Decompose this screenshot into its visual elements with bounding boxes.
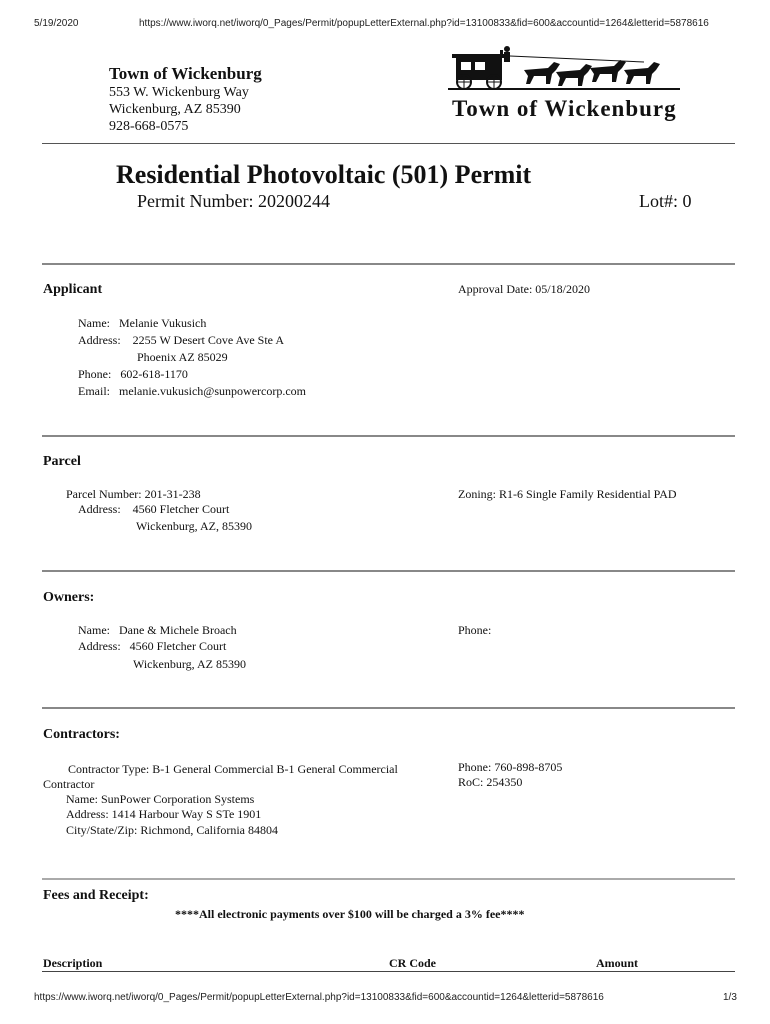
fees-col-description: Description — [43, 956, 103, 970]
owner-name: Name: Dane & Michele Broach — [78, 623, 237, 637]
section-divider — [42, 263, 735, 265]
parcel-address-2: Wickenburg, AZ, 85390 — [136, 519, 252, 533]
print-date: 5/19/2020 — [34, 18, 79, 29]
section-divider — [42, 570, 735, 572]
section-divider — [42, 878, 735, 880]
parcel-number: Parcel Number: 201-31-238 — [66, 487, 201, 501]
contractors-heading: Contractors: — [43, 727, 120, 742]
contractor-name: Name: SunPower Corporation Systems — [66, 792, 255, 806]
section-divider — [42, 707, 735, 709]
applicant-address: Address: 2255 W Desert Cove Ave Ste A — [78, 333, 284, 347]
owners-heading: Owners: — [43, 590, 95, 605]
footer-page-number: 1/3 — [723, 992, 737, 1003]
town-name: Town of Wickenburg — [109, 64, 262, 83]
contractor-city: City/State/Zip: Richmond, California 84804 — [66, 823, 278, 837]
applicant-address-2: Phoenix AZ 85029 — [137, 350, 228, 364]
applicant-email: Email: melanie.vukusich@sunpowercorp.com — [78, 384, 306, 398]
fees-notice: ****All electronic payments over $100 will be charged a 3% fee**** — [175, 907, 525, 921]
town-phone: 928-668-0575 — [109, 119, 189, 134]
owner-address: Address: 4560 Fletcher Court — [78, 639, 227, 653]
fees-heading: Fees and Receipt: — [43, 888, 149, 903]
fees-col-amount: Amount — [596, 956, 639, 970]
print-url: https://www.iworq.net/iworq/0_Pages/Permit/popupLetterExternal.php?id=13100833&fid=600&accountid=1264&letterid=5878616 — [139, 18, 709, 29]
applicant-phone: Phone: 602-618-1170 — [78, 367, 188, 381]
owner-address-2: Wickenburg, AZ 85390 — [133, 657, 246, 671]
town-logo — [444, 44, 684, 128]
contractor-roc: RoC: 254350 — [458, 775, 523, 789]
contractor-type-cont: Contractor — [43, 777, 95, 791]
fees-table-divider — [42, 971, 735, 972]
section-divider — [42, 435, 735, 437]
lot-number: Lot#: 0 — [639, 191, 692, 211]
contractor-phone: Phone: 760-898-8705 — [458, 760, 563, 774]
fees-col-cr-code: CR Code — [389, 956, 436, 970]
parcel-heading: Parcel — [43, 454, 81, 469]
parcel-zoning: Zoning: R1-6 Single Family Residential PAD — [458, 487, 677, 501]
permit-number: Permit Number: 20200244 — [137, 191, 330, 211]
town-address-2: Wickenburg, AZ 85390 — [109, 102, 241, 117]
logo-text: Town of Wickenburg — [452, 96, 677, 121]
applicant-heading: Applicant — [43, 282, 103, 297]
contractor-address: Address: 1414 Harbour Way S STe 1901 — [66, 807, 262, 821]
footer-url: https://www.iworq.net/iworq/0_Pages/Permit/popupLetterExternal.php?id=13100833&fid=600&accountid=1264&letterid=5878616 — [34, 992, 604, 1003]
contractor-type: Contractor Type: B-1 General Commercial B-1 General Commercial — [68, 762, 398, 776]
town-address-1: 553 W. Wickenburg Way — [109, 85, 249, 100]
parcel-address: Address: 4560 Fletcher Court — [78, 502, 230, 516]
header-divider — [42, 143, 735, 144]
applicant-name: Name: Melanie Vukusich — [78, 316, 207, 330]
approval-date: Approval Date: 05/18/2020 — [458, 282, 590, 296]
permit-title: Residential Photovoltaic (501) Permit — [116, 160, 532, 189]
owner-phone: Phone: — [458, 623, 492, 637]
